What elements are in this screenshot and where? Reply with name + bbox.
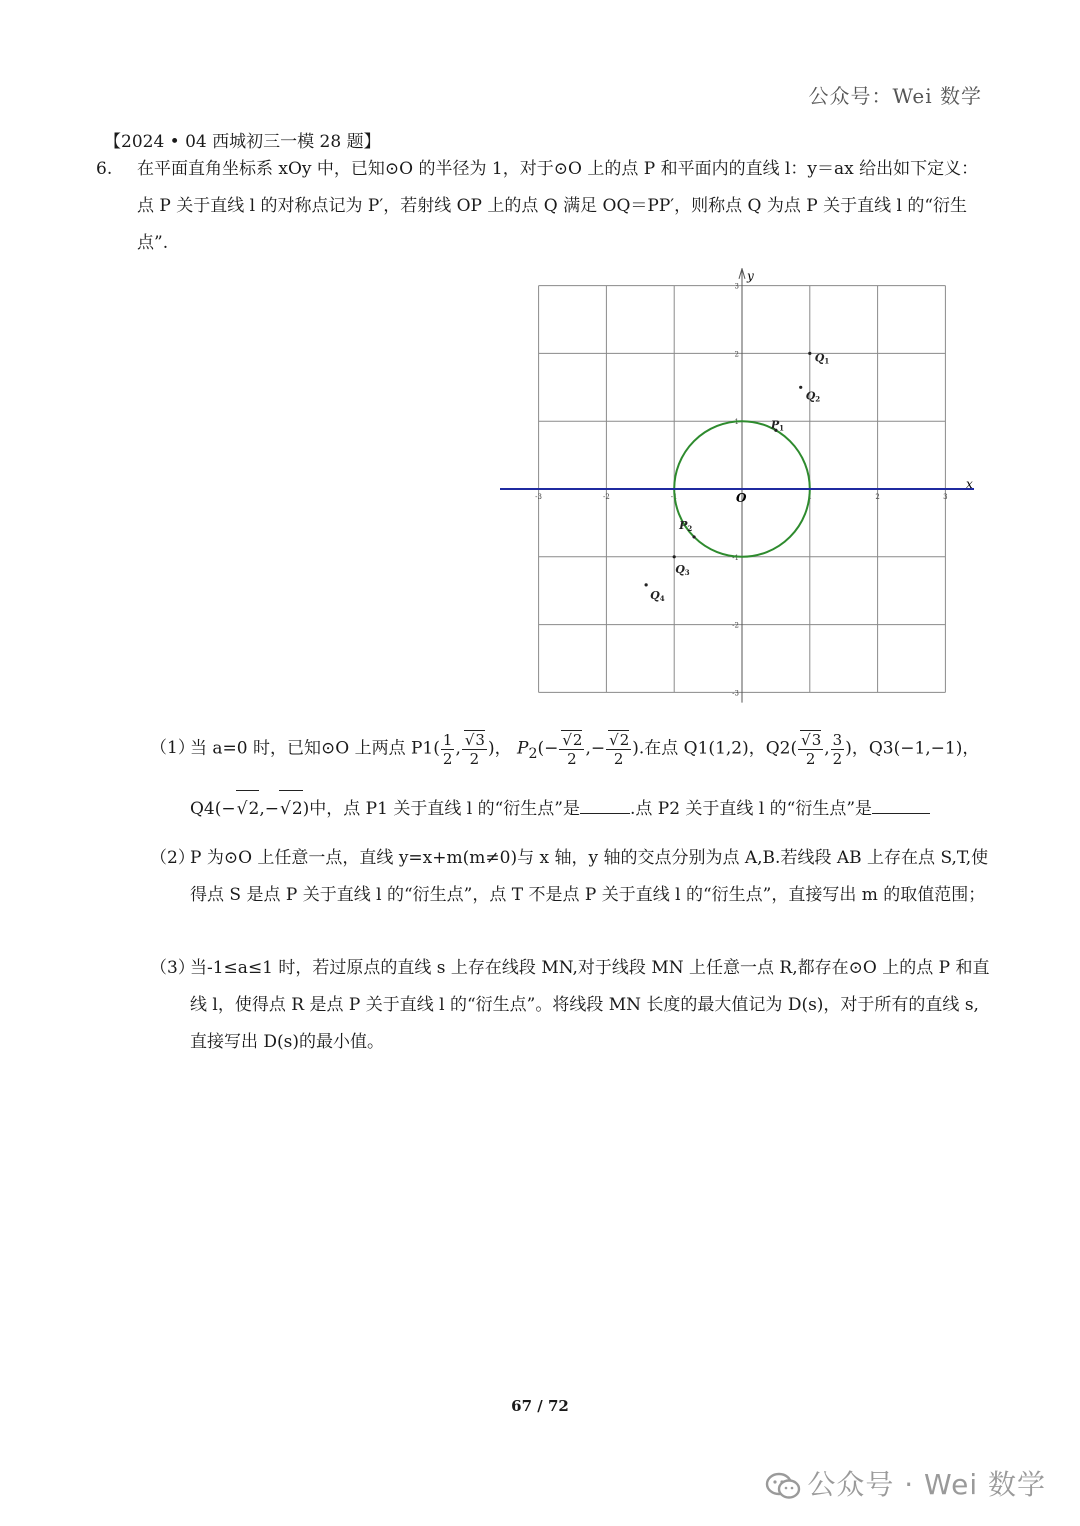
coordinate-figure — [500, 268, 980, 708]
axes — [739, 269, 745, 703]
y-tick-label: 3 — [734, 282, 739, 291]
watermark-text: 公众号 · Wei 数学 — [807, 1468, 1046, 1501]
y-tick-label: 2 — [734, 350, 739, 359]
part-1-blank-text: )中，点 P1 关于直线 l 的“衍生点”是 — [302, 799, 580, 819]
point-label-q3: Q3 — [675, 562, 690, 577]
frac-1-2: $\frac{1}{2}$ — [442, 730, 453, 768]
part-1-label: （1） — [150, 738, 195, 758]
question-6 — [96, 151, 986, 262]
part-1-q3: ，Q3(−1,−1)， — [851, 738, 980, 759]
x-tick-label: 3 — [943, 493, 948, 501]
x-tick-label: 2 — [875, 493, 880, 501]
point-p2 — [692, 535, 695, 538]
point-q4 — [645, 583, 648, 586]
point-label-p2: P2 — [679, 518, 693, 533]
question-source: 【2024 • 04 西城初三一模 28 题】 — [104, 132, 381, 152]
frac-sqrt2-2-a: √ $\frac{2}{2}$ — [559, 730, 584, 768]
page-number: 67 / 72 — [511, 1397, 569, 1415]
question-number: 6. — [96, 159, 113, 179]
part-1-line-1: 当 a=0 时，已知⊙O 上两点 P1( $\frac{1}{2}$ , √ $\frac{3}{2}$ )， $P_2(-$ √ $\frac{2}{2}$ ,− √ $\frac{2}{2}$ ).在点 Q1(1,2)，Q2( √ $\frac{3}{2}$ , $\frac{3}{2}$ )，Q3(−1,−1)， — [190, 730, 990, 773]
question-text: 在平面直角坐标系 xOy 中，已知⊙O 的半径为 1，对于⊙O 上的点 P 和平面内的直线 l：y＝ax 给出如下定义：点 P 关于直线 l 的对称点记为 P′，若射线 OP 上的点 Q 满足 OQ＝PP′，则称点 Q 为点 P 关于直线 l 的“衍生点”. — [137, 159, 979, 253]
point-label-q4: Q4 — [650, 588, 665, 603]
part-2-text: P 为⊙O 上任意一点，直线 y=x+m(m≠0)与 x 轴，y 轴的交点分别为点 A,B.若线段 AB 上存在点 S,T,使得点 S 是点 P 关于直线 l 的“衍生点”，点 T 不是点 P 关于直线 l 的“衍生点”，直接写出 m 的取值范围； — [190, 848, 989, 905]
header-account: 公众号：Wei 数学 — [808, 84, 982, 108]
part-1-lead: 当 a=0 时，已知⊙O 上两点 P1( — [190, 738, 440, 759]
watermark — [765, 1463, 1046, 1503]
x-tick-label: -3 — [535, 493, 543, 501]
frac-3-2: $\frac{3}{2}$ — [832, 730, 843, 768]
answer-blank-1[interactable] — [580, 795, 630, 814]
part-1-q: .在点 Q1(1,2)，Q2( — [638, 738, 798, 759]
x-tick-label: -2 — [602, 493, 610, 501]
y-axis-label: y — [747, 269, 754, 283]
part-2-label: （2） — [150, 848, 195, 868]
part-3-label: （3） — [150, 958, 195, 978]
part-1-blank-text-2: .点 P2 关于直线 l 的“衍生点”是 — [629, 799, 873, 819]
answer-blank-2[interactable] — [872, 795, 930, 814]
y-tick-label: -1 — [732, 553, 739, 562]
origin-label: O — [736, 491, 747, 505]
x-axis-label: x — [966, 477, 973, 491]
part-2 — [150, 840, 990, 914]
y-tick-label: -2 — [732, 621, 739, 630]
frac-sqrt3-2: √ $\frac{3}{2}$ — [462, 730, 487, 768]
y-tick-label: 1 — [734, 418, 739, 427]
point-q1 — [808, 352, 811, 355]
wechat-icon — [765, 1472, 801, 1500]
point-label-q1: Q1 — [814, 351, 830, 366]
part-3-text: 当-1≤a≤1 时，若过原点的直线 s 上存在线段 MN,对于线段 MN 上任意一点 R,都存在⊙O 上的点 P 和直线 l，使得点 R 是点 P 关于直线 l 的“衍生点”。将线段 MN 长度的最大值记为 D(s)，对于所有的直线 s,直接写出 D(s)的最小值。 — [190, 958, 990, 1052]
point-label-p1: P1 — [770, 418, 785, 433]
point-q3 — [673, 555, 676, 558]
frac-sqrt2-2-b: √ $\frac{2}{2}$ — [606, 730, 631, 768]
frac-sqrt3-2-b: √ $\frac{3}{2}$ — [798, 730, 823, 768]
point-q2 — [799, 386, 802, 389]
point-label-q2: Q2 — [805, 389, 821, 404]
points — [645, 351, 830, 602]
part-3 — [150, 950, 990, 1061]
part-1-line-2: Q4(−√ 2,−√ 2)中，点 P1 关于直线 l 的“衍生点”是 .点 P2 关于直线 l 的“衍生点”是 — [190, 790, 990, 828]
x-tick-label: 1 — [807, 493, 813, 501]
y-tick-label: -3 — [732, 689, 739, 698]
part-1-q4: Q4(− — [190, 799, 236, 819]
x-tick-label: -1 — [670, 493, 678, 501]
part-1 — [150, 730, 990, 773]
